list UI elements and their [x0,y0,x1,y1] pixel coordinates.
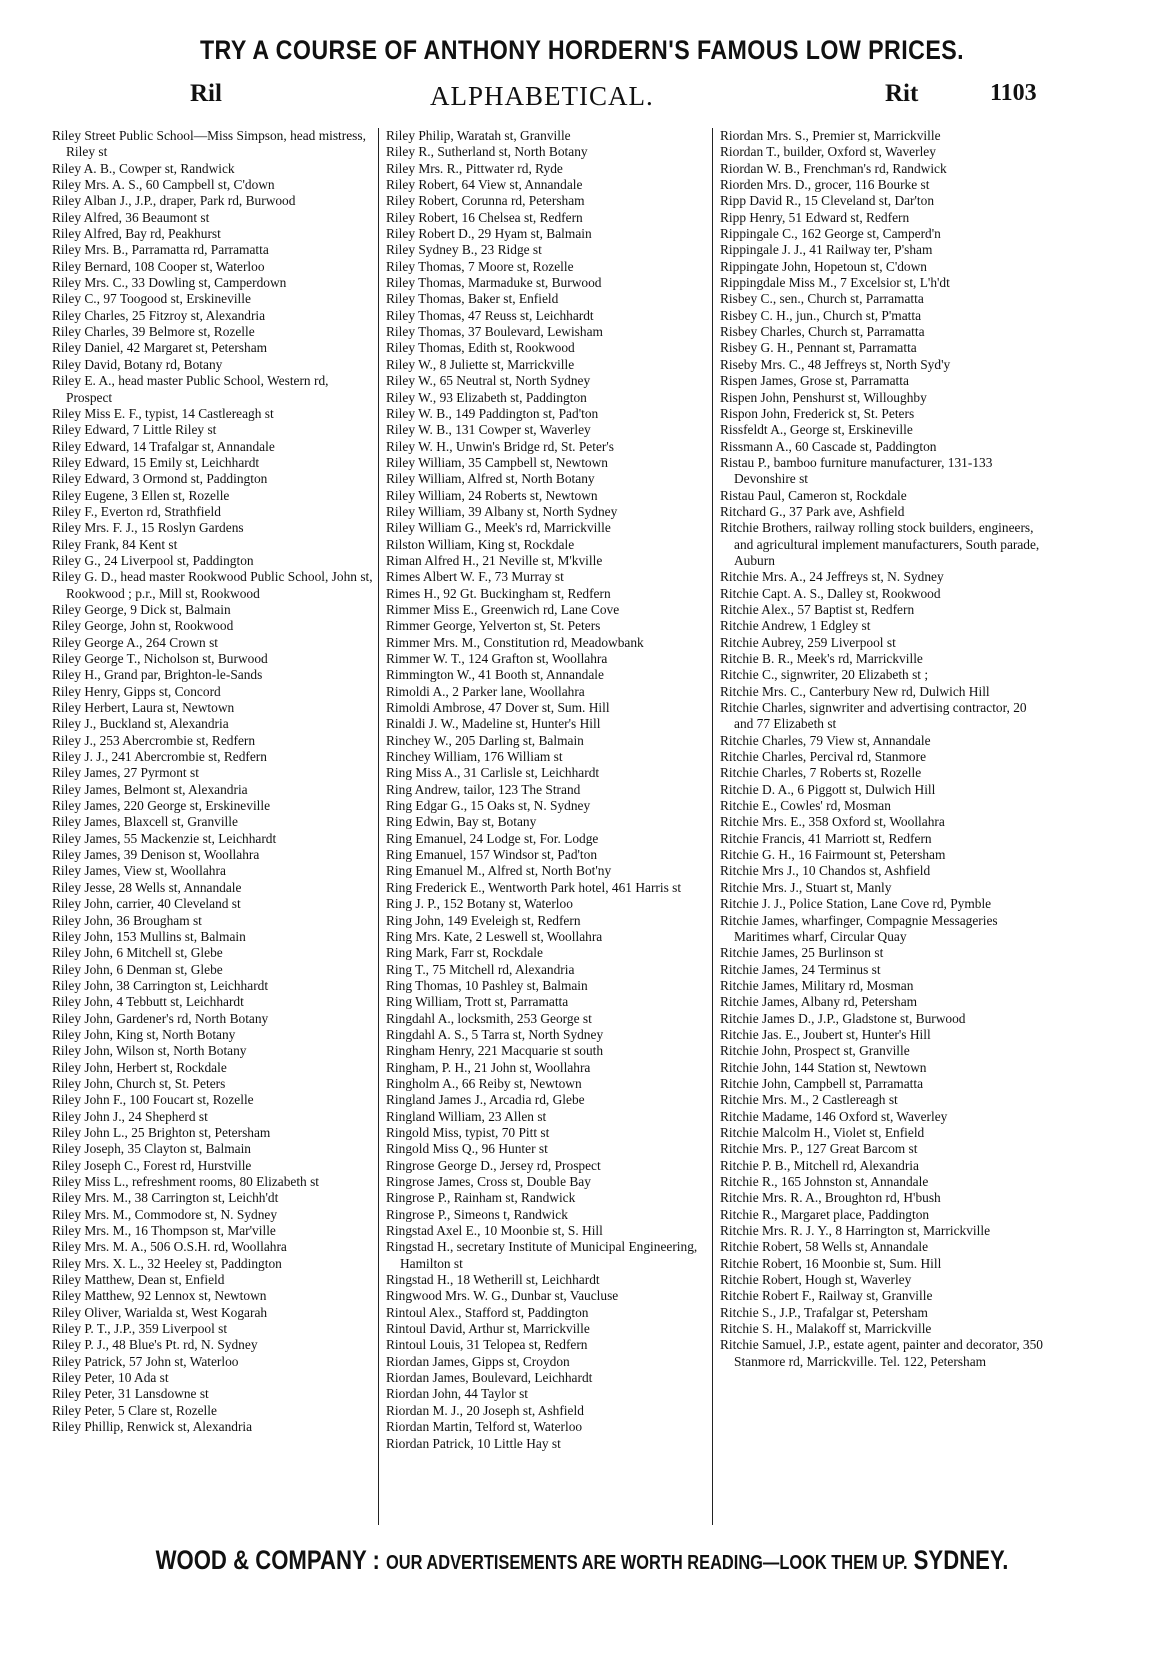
directory-entry: Ring John, 149 Eveleigh st, Redfern [386,912,581,928]
directory-entry: Riley P. J., 48 Blue's Pt. rd, N. Sydney [52,1337,258,1353]
directory-entry: Ripp Henry, 51 Edward st, Redfern [720,209,910,225]
directory-entry: Ritchie Andrew, 1 Edgley st [720,618,871,634]
directory-entry: Riorden Mrs. D., grocer, 116 Bourke st [720,177,930,193]
directory-entry: Ritchie Aubrey, 259 Liverpool st [720,634,896,650]
directory-entry: Ritchie Mrs. A., 24 Jeffreys st, N. Sydney [720,569,944,585]
directory-entry: Ritchie James, wharfinger, Compagnie Messageries Maritimes wharf, Circular Quay [720,912,998,944]
directory-entry: Riman Alfred H., 21 Neville st, M'kville [386,552,603,568]
directory-entry: Riley C., 97 Toogood st, Erskineville [52,291,251,307]
directory-entry: Riley Peter, 5 Clare st, Rozelle [52,1402,217,1418]
directory-entry: Riley W. H., Unwin's Bridge rd, St. Peter's [386,438,614,454]
directory-entry: Ringrose George D., Jersey rd, Prospect [386,1157,601,1173]
directory-entry: Riley William, 35 Campbell st, Newtown [386,454,608,470]
directory-entry: Rimmington W., 41 Booth st, Annandale [386,667,604,683]
directory-entry: Ritchie Jas. E., Joubert st, Hunter's Hill [720,1026,931,1042]
directory-entry: Riley W., 65 Neutral st, North Sydney [386,373,591,389]
directory-entry: Ritchie Samuel, J.P., estate agent, painter and decorator, 350 Stanmore rd, Marrickville. Tel. 122, Petersham [720,1337,1043,1369]
directory-entry: Ritchie Madame, 146 Oxford st, Waverley [720,1108,948,1124]
directory-entry: Ritchie Charles, 79 View st, Annandale [720,732,931,748]
directory-entry: Ritchie James D., J.P., Gladstone st, Burwood [720,1010,966,1026]
directory-entry: Ritchie Brothers, railway rolling stock builders, engineers, and agricultural implement manufacturers, South parade, Auburn [720,520,1040,568]
directory-entry: Riley Mrs. R., Pittwater rd, Ryde [386,160,563,176]
top-banner: TRY A COURSE OF ANTHONY HORDERN'S FAMOUS LOW PRICES. [199,35,965,65]
directory-entry: Ritchie R., Margaret place, Paddington [720,1206,930,1222]
directory-entry: Rintoul Alex., Stafford st, Paddington [386,1304,589,1320]
directory-entry: Ritchie James, 25 Burlinson st [720,945,884,961]
directory-entry: Riley John L., 25 Brighton st, Petersham [52,1124,271,1140]
directory-entry: Riley W. B., 131 Cowper st, Waverley [386,422,591,438]
directory-entry: Rimes Albert W. F., 73 Murray st [386,569,564,585]
directory-entry: Riley John, 6 Denman st, Glebe [52,961,223,977]
directory-entry: Riley William, 24 Roberts st, Newtown [386,487,598,503]
directory-entry: Ring Thomas, 10 Pashley st, Balmain [386,977,588,993]
directory-entry: Riley Herbert, Laura st, Newtown [52,700,235,716]
directory-entry: Riseby Mrs. C., 48 Jeffreys st, North Syd'y [720,356,951,372]
directory-entry: Ritchie Mrs. P., 127 Great Barcom st [720,1141,918,1157]
directory-entry: Riley Joseph C., Forest rd, Hurstville [52,1157,252,1173]
directory-entry: Ritchie Charles, 7 Roberts st, Rozelle [720,765,922,781]
directory-entry: Riley E. A., head master Public School, Western rd, Prospect [52,373,329,405]
directory-entry: Ritchie S., J.P., Trafalgar st, Petersham [720,1304,928,1320]
directory-entry: Ringstad Axel E., 10 Moonbie st, S. Hill [386,1223,603,1239]
directory-entry: Rimes H., 92 Gt. Buckingham st, Redfern [386,585,611,601]
directory-entry: Rimmer Miss E., Greenwich rd, Lane Cove [386,601,620,617]
column-3 [716,128,1046,1525]
directory-entry: Ritchard G., 37 Park ave, Ashfield [720,503,905,519]
directory-entry: Rimmer Mrs. M., Constitution rd, Meadowbank [386,634,644,650]
directory-entry: Ringland William, 23 Allen st [386,1108,547,1124]
directory-entry: Rinaldi J. W., Madeline st, Hunter's Hill [386,716,601,732]
directory-entry: Risbey C. H., jun., Church st, P'matta [720,307,922,323]
directory-entry: Ringdahl A., locksmith, 253 George st [386,1010,592,1026]
directory-entry: Riley F., Everton rd, Strathfield [52,503,221,519]
directory-entry: Riley William, 39 Albany st, North Sydney [386,503,618,519]
directory-entry: Ritchie Alex., 57 Baptist st, Redfern [720,601,915,617]
directory-entry: Riley H., Grand par, Brighton-le-Sands [52,667,263,683]
directory-entry: Riley Street Public School—Miss Simpson, head mistress, Riley st [52,128,366,160]
directory-entry: Ritchie G. H., 16 Fairmount st, Petersham [720,847,946,863]
directory-entry: Riley James, Blaxcell st, Granville [52,814,238,830]
directory-entry: Riley Matthew, Dean st, Enfield [52,1272,225,1288]
directory-entry: Rintoul David, Arthur st, Marrickville [386,1321,590,1337]
directory-entry: Rimmer George, Yelverton st, St. Peters [386,618,601,634]
directory-entry: Ripp David R., 15 Cleveland st, Dar'ton [720,193,935,209]
directory-entry: Ritchie P. B., Mitchell rd, Alexandria [720,1157,919,1173]
directory-entry: Ring Miss A., 31 Carlisle st, Leichhardt [386,765,600,781]
directory-entry: Riley Miss L., refreshment rooms, 80 Elizabeth st [52,1174,320,1189]
directory-entry: Riley W. B., 149 Paddington st, Pad'ton [386,405,599,421]
directory-entry: Riley George, John st, Rookwood [52,618,234,634]
directory-entry: Riordan T., builder, Oxford st, Waverley [720,144,936,160]
directory-entry: Ritchie Mrs. M., 2 Castlereagh st [720,1092,898,1108]
directory-entry: Ritchie Charles, signwriter and advertising contractor, 20 and 77 Elizabeth st [720,700,1027,732]
directory-entry: Rimmer W. T., 124 Grafton st, Woollahra [386,651,608,666]
directory-entry: Rippingale C., 162 George st, Camperd'n [720,226,941,242]
directory-entry: Riley John, Herbert st, Rockdale [52,1059,227,1075]
directory-entry: Ringold Miss, typist, 70 Pitt st [386,1124,550,1140]
directory-entry: Riley George A., 264 Crown st [52,634,219,650]
directory-entry: Ring Emanuel, 24 Lodge st, For. Lodge [386,830,599,846]
directory-entry: Riley Mrs. C., 33 Dowling st, Camperdown [52,275,287,291]
directory-entry: Rispen James, Grose st, Parramatta [720,373,909,389]
directory-entry: Rispen John, Penshurst st, Willoughby [720,389,927,405]
directory-entry: Riley William G., Meek's rd, Marrickville [386,520,611,536]
directory-entry: Rilston William, King st, Rockdale [386,536,575,552]
directory-entry: Ritchie Mrs. J., Stuart st, Manly [720,879,892,895]
directory-entry: Riley John J., 24 Shepherd st [52,1108,208,1124]
directory-entry: Ritchie D. A., 6 Piggott st, Dulwich Hill [720,781,936,797]
directory-entry: Ritchie Mrs J., 10 Chandos st, Ashfield [720,863,931,879]
directory-entry: Ringrose James, Cross st, Double Bay [386,1174,591,1189]
directory-entry: Rimoldi Ambrose, 47 Dover st, Sum. Hill [386,700,610,716]
directory-entry: Riley J., 253 Abercrombie st, Redfern [52,732,256,748]
directory-entry: Riley Edward, 3 Ormond st, Paddington [52,471,268,487]
footer-company: WOOD & COMPANY : [155,1545,380,1575]
directory-entry: Riley Joseph, 35 Clayton st, Balmain [52,1141,251,1157]
directory-entry: Ringstad H., 18 Wetherill st, Leichhardt [386,1272,600,1288]
directory-entry: Riley Miss E. F., typist, 14 Castlereagh st [52,405,274,421]
directory-entry: Riley George T., Nicholson st, Burwood [52,651,268,666]
directory-entry: Riley Patrick, 57 John st, Waterloo [52,1353,239,1369]
page-number: 1103 [990,80,1037,106]
directory-entry: Ringstad H., secretary Institute of Municipal Engineering, Hamilton st [386,1239,698,1271]
directory-entry: Riley Mrs. X. L., 32 Heeley st, Paddington [52,1255,282,1271]
directory-entry: Riley Jesse, 28 Wells st, Annandale [52,879,242,895]
directory-entry: Riley John, Gardener's rd, North Botany [52,1010,269,1026]
directory-entry: Ringwood Mrs. W. G., Dunbar st, Vaucluse [386,1288,619,1304]
directory-entry: Ristau P., bamboo furniture manufacturer, 131-133 Devonshire st [720,454,993,487]
directory-entry: Rintoul Louis, 31 Telopea st, Redfern [386,1337,588,1353]
directory-entry: Ritchie Mrs. R. A., Broughton rd, H'bush [720,1190,941,1206]
directory-entry: Riley Charles, 25 Fitzroy st, Alexandria [52,307,266,323]
directory-entry: Ringham Henry, 221 Macquarie st south [386,1043,604,1059]
directory-entry: Riley Peter, 31 Lansdowne st [52,1386,209,1402]
directory-entry: Riley Mrs. M. A., 506 O.S.H. rd, Woollahra [52,1239,287,1255]
directory-entry: Riordan James, Gipps st, Croydon [386,1353,570,1369]
directory-entry: Rimoldi A., 2 Parker lane, Woollahra [386,683,585,699]
directory-entry: Ritchie E., Cowles' rd, Mosman [720,798,891,814]
directory-entry: Ring William, Trott st, Parramatta [386,994,569,1010]
directory-entry: Riley Alfred, 36 Beaumont st [52,209,210,225]
directory-entry: Riley W., 93 Elizabeth st, Paddington [386,389,587,405]
directory-entry: Ritchie Robert F., Railway st, Granville [720,1288,933,1304]
directory-entry: Riley Thomas, Baker st, Enfield [386,291,559,307]
directory-entry: Riley Mrs. A. S., 60 Campbell st, C'down [52,177,275,193]
directory-entry: Riley John, 153 Mullins st, Balmain [52,928,246,944]
directory-entry: Ring T., 75 Mitchell rd, Alexandria [386,961,575,977]
directory-entry: Ringholm A., 66 Reiby st, Newtown [386,1075,582,1091]
directory-entry: Riley Sydney B., 23 Ridge st [386,242,542,258]
directory-entry: Riley Thomas, 7 Moore st, Rozelle [386,258,574,274]
directory-entry: Riley W., 8 Juliette st, Marrickville [386,356,575,372]
directory-entry: Riley James, 39 Denison st, Woollahra [52,847,260,863]
footer-slogan: OUR ADVERTISEMENTS ARE WORTH READING—LOOK THEM UP. [386,1552,908,1574]
directory-entry: Riley William, Alfred st, North Botany [386,471,595,487]
directory-entry: Riley G., 24 Liverpool st, Paddington [52,552,254,568]
directory-entry: Riley Edward, 7 Little Riley st [52,422,217,438]
directory-entry: Riordan Mrs. S., Premier st, Marrickville [720,128,941,143]
directory-entry: Riley Phillip, Renwick st, Alexandria [52,1419,253,1435]
directory-entry: Ritchie Capt. A. S., Dalley st, Rookwood [720,585,941,601]
directory-entry: Riley John, 4 Tebbutt st, Leichhardt [52,994,244,1010]
directory-entry: Riley Mrs. M., Commodore st, N. Sydney [52,1206,278,1222]
directory-entry: Riley Frank, 84 Kent st [52,536,178,552]
directory-entry: Ritchie B. R., Meek's rd, Marrickville [720,651,923,666]
directory-entry: Riley Mrs. B., Parramatta rd, Parramatta [52,242,269,258]
directory-entry: Riley David, Botany rd, Botany [52,356,223,372]
directory-entry: Riley Bernard, 108 Cooper st, Waterloo [52,258,265,274]
directory-entry: Riley George, 9 Dick st, Balmain [52,601,231,617]
directory-entry: Riley Robert, 16 Chelsea st, Redfern [386,209,583,225]
directory-entry: Ring Mark, Farr st, Rockdale [386,945,543,961]
directory-entry: Ritchie John, Campbell st, Parramatta [720,1075,924,1091]
directory-entry: Riley Edward, 15 Emily st, Leichhardt [52,454,260,470]
directory-entry: Ritchie J. J., Police Station, Lane Cove rd, Pymble [720,896,992,912]
directory-entry: Riley John, King st, North Botany [52,1026,236,1042]
directory-entry: Riley Edward, 14 Trafalgar st, Annandale [52,438,275,454]
column-2 [382,128,713,1525]
directory-entry: Riordan James, Boulevard, Leichhardt [386,1370,593,1386]
directory-entry: Ritchie R., 165 Johnston st, Annandale [720,1174,929,1189]
directory-entry: Rippingdale Miss M., 7 Excelsior st, L'h'dt [720,275,950,291]
directory-entry: Ritchie S. H., Malakoff st, Marrickville [720,1321,932,1337]
directory-entry: Riley James, View st, Woollahra [52,863,226,879]
directory-entry: Ringham, P. H., 21 John st, Woollahra [386,1059,591,1075]
directory-entry: Ringdahl A. S., 5 Tarra st, North Sydney [386,1026,604,1042]
directory-entry: Ring Emanuel, 157 Windsor st, Pad'ton [386,847,598,863]
directory-entry: Rissmann A., 60 Cascade st, Paddington [720,438,937,454]
directory-entry: Riley Thomas, Marmaduke st, Burwood [386,275,602,291]
directory-entry: Riley Philip, Waratah st, Granville [386,128,571,143]
directory-entry: Riordan Martin, Telford st, Waterloo [386,1419,583,1435]
page-header [180,80,1080,114]
directory-entry: Ring J. P., 152 Botany st, Waterloo [386,896,573,912]
directory-entry: Ring Mrs. Kate, 2 Leswell st, Woollahra [386,928,603,944]
directory-entry: Rispon John, Frederick st, St. Peters [720,405,915,421]
directory-entry: Riley Thomas, Edith st, Rookwood [386,340,575,356]
directory-entry: Ritchie Mrs. R. J. Y., 8 Harrington st, Marrickville [720,1223,991,1239]
directory-entry: Risbey C., sen., Church st, Parramatta [720,291,924,307]
directory-entry: Riley Mrs. F. J., 15 Roslyn Gardens [52,520,244,536]
directory-entry: Riley John, 36 Brougham st [52,912,202,928]
directory-entry: Rinchey William, 176 William st [386,749,563,765]
directory-entry: Riley John, Church st, St. Peters [52,1075,226,1091]
directory-entry: Riley Alfred, Bay rd, Peakhurst [52,226,221,242]
directory-entry: Riley Robert, Corunna rd, Petersham [386,193,585,209]
directory-entry: Ritchie Francis, 41 Marriott st, Redfern [720,830,932,846]
directory-entry: Riley Robert D., 29 Hyam st, Balmain [386,226,592,242]
directory-entry: Riordan M. J., 20 Joseph st, Ashfield [386,1402,584,1418]
directory-entry: Risbey Charles, Church st, Parramatta [720,324,925,340]
directory-entry: Riley John, 38 Carrington st, Leichhardt [52,977,269,993]
directory-entry: Riley G. D., head master Rookwood Public School, John st, Rookwood ; p.r., Mill st, Rookwood [52,569,373,601]
directory-entry: Risbey G. H., Pennant st, Parramatta [720,340,917,356]
header-right-guideword: Rit [885,80,919,107]
directory-entry: Ritchie James, Military rd, Mosman [720,977,914,993]
directory-entry: Riley John F., 100 Foucart st, Rozelle [52,1092,254,1108]
footer-advert [105,1545,1059,1576]
directory-entry: Ristau Paul, Cameron st, Rockdale [720,487,907,503]
directory-entry: Riley A. B., Cowper st, Randwick [52,160,235,176]
directory-entry: Riley John, carrier, 40 Cleveland st [52,896,241,912]
directory-entry: Riley Oliver, Warialda st, West Kogarah [52,1304,268,1320]
directory-entry: Riley James, 220 George st, Erskineville [52,798,271,814]
directory-entry: Ritchie James, Albany rd, Petersham [720,994,918,1010]
directory-entry: Rinchey W., 205 Darling st, Balmain [386,732,584,748]
directory-entry: Riley Robert, 64 View st, Annandale [386,177,583,193]
directory-entry: Ring Edwin, Bay st, Botany [386,814,537,830]
directory-entry: Riley John, Wilson st, North Botany [52,1043,247,1059]
directory-columns [48,128,1114,1525]
directory-entry: Ritchie Mrs. C., Canterbury New rd, Dulwich Hill [720,683,990,699]
directory-entry: Ringold Miss Q., 96 Hunter st [386,1141,548,1157]
directory-entry: Rippingate John, Hopetoun st, C'down [720,258,927,274]
directory-entry: Ritchie James, 24 Terminus st [720,961,881,977]
directory-entry: Riley Charles, 39 Belmore st, Rozelle [52,324,255,340]
directory-entry: Riley Eugene, 3 Ellen st, Rozelle [52,487,230,503]
directory-entry: Ringland James J., Arcadia rd, Glebe [386,1092,585,1108]
directory-entry: Ritchie Robert, Hough st, Waverley [720,1272,912,1288]
directory-entry: Riley Thomas, 47 Reuss st, Leichhardt [386,307,594,323]
directory-entry: Ritchie Robert, 16 Moonbie st, Sum. Hill [720,1255,942,1271]
directory-entry: Ring Emanuel M., Alfred st, North Bot'ny [386,863,612,879]
column-1 [48,128,379,1525]
directory-entry: Riley Thomas, 37 Boulevard, Lewisham [386,324,603,340]
directory-entry: Rissfeldt A., George st, Erskineville [720,422,913,438]
directory-entry: Riley Alban J., J.P., draper, Park rd, Burwood [52,193,296,209]
header-left-guideword: Ril [190,80,222,107]
directory-entry: Riley Peter, 10 Ada st [52,1370,169,1386]
directory-entry: Riley Daniel, 42 Margaret st, Petersham [52,340,268,356]
directory-entry: Ring Frederick E., Wentworth Park hotel, 461 Harris st [386,879,682,895]
directory-entry: Riley Matthew, 92 Lennox st, Newtown [52,1288,267,1304]
directory-entry: Ritchie Charles, Percival rd, Stanmore [720,749,927,765]
directory-entry: Riley Mrs. M., 16 Thompson st, Mar'ville [52,1223,276,1239]
directory-entry: Ringrose P., Rainham st, Randwick [386,1190,576,1206]
directory-entry: Ritchie Mrs. E., 358 Oxford st, Woollahra [720,814,945,830]
directory-entry: Ritchie Malcolm H., Violet st, Enfield [720,1124,925,1140]
directory-entry: Riordan Patrick, 10 Little Hay st [386,1435,561,1451]
directory-entry: Riordan W. B., Frenchman's rd, Randwick [720,160,947,176]
directory-entry: Ringrose P., Simeons t, Randwick [386,1206,568,1222]
directory-entry: Riley James, 27 Pyrmont st [52,765,199,781]
directory-entry: Riley John, 6 Mitchell st, Glebe [52,945,223,961]
directory-entry: Ring Andrew, tailor, 123 The Strand [386,781,581,797]
directory-entry: Riley Mrs. M., 38 Carrington st, Leichh'dt [52,1190,279,1206]
directory-entry: Riley J. J., 241 Abercrombie st, Redfern [52,749,267,765]
directory-entry: Ritchie John, Prospect st, Granville [720,1043,910,1059]
header-title: ALPHABETICAL. [430,81,654,111]
directory-entry: Riley R., Sutherland st, North Botany [386,144,588,160]
directory-entry: Ritchie C., signwriter, 20 Elizabeth st ; [720,667,929,683]
directory-entry: Riley Henry, Gipps st, Concord [52,683,221,699]
footer-city: SYDNEY. [913,1545,1009,1575]
directory-entry: Riley J., Buckland st, Alexandria [52,716,229,732]
directory-entry: Rippingale J. J., 41 Railway ter, P'sham [720,242,933,258]
directory-entry: Ritchie Robert, 58 Wells st, Annandale [720,1239,929,1255]
directory-entry: Riley James, 55 Mackenzie st, Leichhardt [52,830,277,846]
directory-entry: Ring Edgar G., 15 Oaks st, N. Sydney [386,798,591,814]
directory-entry: Riley James, Belmont st, Alexandria [52,781,248,797]
directory-entry: Riordan John, 44 Taylor st [386,1386,529,1402]
directory-entry: Ritchie John, 144 Station st, Newtown [720,1059,927,1075]
directory-entry: Riley P. T., J.P., 359 Liverpool st [52,1321,228,1337]
